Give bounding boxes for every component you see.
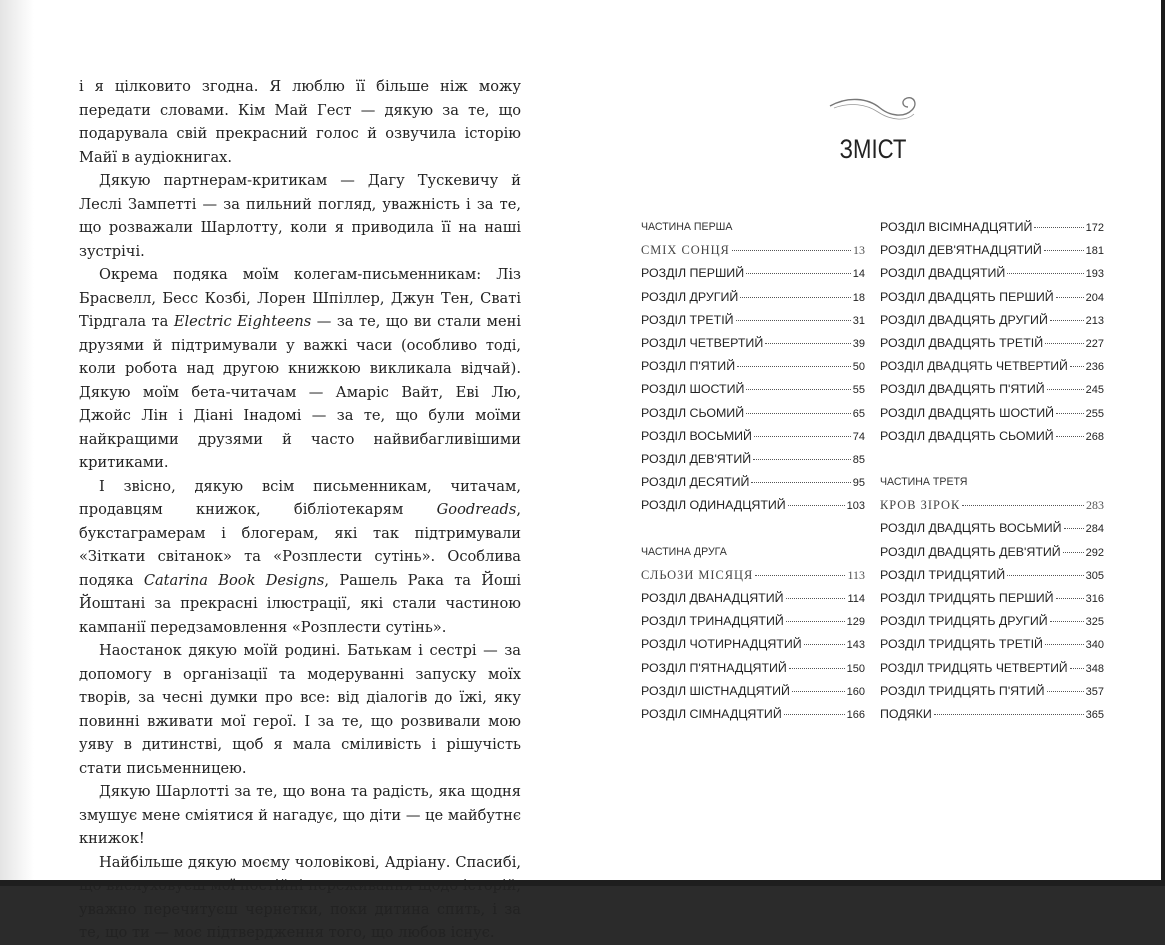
toc-entry-title: РОЗДІЛ ВОСЬМИЙ bbox=[641, 428, 752, 443]
toc-chapter-entry[interactable] bbox=[641, 286, 865, 309]
toc-dot-leader bbox=[1064, 528, 1084, 529]
toc-chapter-entry[interactable] bbox=[880, 657, 1104, 680]
toc-dot-leader bbox=[788, 505, 845, 506]
toc-page-number: 340 bbox=[1085, 639, 1104, 652]
toc-chapter-entry[interactable] bbox=[641, 610, 865, 633]
toc-dot-leader bbox=[786, 621, 845, 622]
toc-column-right bbox=[880, 216, 1104, 726]
toc-chapter-entry[interactable] bbox=[641, 471, 865, 494]
toc-chapter-entry[interactable] bbox=[641, 680, 865, 703]
toc-page-number: 74 bbox=[852, 430, 865, 443]
toc-page-number: 160 bbox=[846, 685, 865, 698]
toc-dot-leader bbox=[754, 436, 851, 437]
toc-dot-leader bbox=[1007, 273, 1083, 274]
toc-entry-title: РОЗДІЛ ШОСТИЙ bbox=[641, 382, 745, 397]
toc-entry-title: РОЗДІЛ ТРИДЦЯТЬ ЧЕТВЕРТИЙ bbox=[880, 660, 1068, 675]
toc-dot-leader bbox=[753, 459, 851, 460]
toc-chapter-entry[interactable] bbox=[880, 517, 1104, 540]
toc-dot-leader bbox=[934, 714, 1084, 715]
toc-chapter-entry[interactable] bbox=[641, 587, 865, 610]
toc-page-number: 18 bbox=[852, 291, 865, 304]
toc-dot-leader bbox=[746, 413, 851, 414]
toc-page-number: 283 bbox=[1086, 498, 1104, 513]
toc-dot-leader bbox=[1056, 297, 1084, 298]
toc-spacer bbox=[641, 517, 865, 540]
toc-page-number: 166 bbox=[846, 708, 865, 721]
toc-entry-title: РОЗДІЛ ТРИДЦЯТЬ ПЕРШИЙ bbox=[880, 591, 1054, 605]
toc-entry-title: РОЗДІЛ ТРИДЦЯТЬ ТРЕТІЙ bbox=[880, 637, 1043, 652]
toc-entry-title: РОЗДІЛ ДВАДЦЯТЬ ПЕРШИЙ bbox=[880, 289, 1054, 304]
toc-entry-title: РОЗДІЛ СІМНАДЦЯТИЙ bbox=[641, 706, 782, 721]
toc-entry-title: РОЗДІЛ ДВАДЦЯТЬ ШОСТИЙ bbox=[880, 405, 1055, 420]
toc-page-number: 255 bbox=[1085, 407, 1104, 420]
paragraph: І звісно, дякую всім письменникам, читачам, продавцям книжок, бібліотекарям Goodreads, букстаграмерам і блогерам, які так підтримували «Зіткати світанок» та «Розплести сутінь». Особлива подяка Catarina Book Designs, Рашель Рака та Йоші Йоштані за прекрасні ілюстрації, які стали частиною кампанії передзамовлення «Розплести сутінь». bbox=[79, 477, 521, 636]
toc-entry-title: РОЗДІЛ СЬОМИЙ bbox=[641, 405, 745, 420]
toc-entry-title: РОЗДІЛ ДВАНАДЦЯТИЙ bbox=[641, 591, 784, 605]
toc-entry-title: РОЗДІЛ ДВАДЦЯТЬ П'ЯТИЙ bbox=[880, 382, 1045, 397]
toc-entry-title: РОЗДІЛ ЧОТИРНАДЦЯТИЙ bbox=[641, 637, 802, 652]
toc-entry-title: РОЗДІЛ ВІСІМНАДЦЯТИЙ bbox=[880, 220, 1033, 234]
toc-dot-leader bbox=[732, 250, 851, 251]
toc-entry-title: РОЗДІЛ ТРИДЦЯТЬ ДРУГИЙ bbox=[880, 614, 1048, 629]
toc-title: ЗМІСТ bbox=[839, 134, 907, 164]
toc-entry-title: РОЗДІЛ ТРЕТІЙ bbox=[641, 312, 734, 327]
toc-dot-leader bbox=[962, 505, 1084, 506]
toc-page-number: 150 bbox=[846, 662, 865, 675]
toc-page-number: 348 bbox=[1085, 662, 1104, 675]
toc-dot-leader bbox=[1007, 575, 1083, 576]
toc-chapter-entry[interactable] bbox=[880, 541, 1104, 564]
toc-entry-title: ПОДЯКИ bbox=[880, 706, 932, 721]
toc-page-number: 236 bbox=[1085, 361, 1104, 374]
toc-page-number: 227 bbox=[1085, 337, 1104, 350]
toc-page-number: 85 bbox=[852, 453, 865, 466]
toc-dot-leader bbox=[1034, 227, 1083, 228]
toc-column-left bbox=[641, 216, 865, 726]
toc-page-number: 113 bbox=[847, 567, 865, 582]
toc-page-number: 213 bbox=[1085, 314, 1104, 327]
toc-page-number: 365 bbox=[1085, 708, 1104, 721]
toc-entry-title: ЧАСТИНА ПЕРША bbox=[641, 221, 733, 233]
toc-page-number: 65 bbox=[852, 407, 865, 420]
toc-dot-leader bbox=[786, 598, 846, 599]
toc-chapter-entry[interactable] bbox=[641, 425, 865, 448]
toc-part-title-entry[interactable] bbox=[641, 564, 865, 587]
toc-dot-leader bbox=[1045, 644, 1084, 645]
toc-dot-leader bbox=[789, 668, 845, 669]
toc-part-heading bbox=[880, 471, 1104, 494]
paragraph: Дякую партнерам-критикам — Дагу Тускевичу й Леслі Зампетті — за пильний погляд, уважність і за те, що розважали Шарлотту, коли я приводила її на наші зустрічі. bbox=[79, 172, 521, 260]
toc-page-number: 14 bbox=[852, 268, 865, 281]
toc-dot-leader bbox=[755, 575, 845, 576]
toc-chapter-entry[interactable] bbox=[880, 355, 1104, 378]
toc-entry-title: ЧАСТИНА ТРЕТЯ bbox=[880, 476, 968, 489]
toc-chapter-entry[interactable] bbox=[880, 239, 1104, 262]
toc-page-number: 50 bbox=[852, 361, 865, 374]
toc-entry-title: РОЗДІЛ ДВАДЦЯТЬ ДЕВ'ЯТИЙ bbox=[880, 544, 1061, 559]
toc-dot-leader bbox=[1044, 250, 1084, 251]
paragraph: Найбільше дякую моєму чоловікові, Адріану. Спасибі, уважно перечитуєш чернетки, поки дитина спить, і за те, що ти — моє підтвердження того, що любов існує. bbox=[79, 853, 521, 941]
toc-page-number: 357 bbox=[1085, 685, 1104, 698]
toc-chapter-entry[interactable] bbox=[641, 703, 865, 726]
toc-entry-title: РОЗДІЛ П'ЯТИЙ bbox=[641, 359, 736, 374]
flourish-ornament-icon bbox=[828, 92, 920, 126]
toc-spacer bbox=[880, 448, 1104, 471]
toc-page-number: 55 bbox=[852, 384, 865, 397]
toc-dot-leader bbox=[1047, 389, 1084, 390]
viewer-bottom-bar bbox=[0, 880, 1165, 886]
toc-part-heading bbox=[641, 216, 865, 239]
toc-chapter-entry[interactable] bbox=[641, 448, 865, 471]
toc-chapter-entry[interactable] bbox=[880, 564, 1104, 587]
toc-entry-title: РОЗДІЛ ПЕРШИЙ bbox=[641, 266, 745, 281]
toc-entry-title: РОЗДІЛ ДЕСЯТИЙ bbox=[641, 475, 750, 490]
paragraph: Наостанок дякую моїй родині. Батькам і сестрі — за допомогу в організації та модеруванні запуску моїх творів, за чесні думки про все: від діалогів до їжі, яку повинні вживати мої герої. І за те, що розвивали мою уяву в дитинстві, щоб я мала сміливість і рішучість стати письменницею. bbox=[79, 642, 521, 777]
toc-entry-title: РОЗДІЛ ДЕВ'ЯТИЙ bbox=[641, 451, 752, 466]
toc-dot-leader bbox=[1047, 691, 1084, 692]
toc-dot-leader bbox=[765, 343, 851, 344]
toc-page-number: 143 bbox=[846, 639, 865, 652]
toc-chapter-entry[interactable] bbox=[641, 657, 865, 680]
toc-chapter-entry[interactable] bbox=[641, 309, 865, 332]
toc-page-number: 193 bbox=[1085, 268, 1104, 281]
toc-dot-leader bbox=[740, 297, 850, 298]
toc-entry-title: РОЗДІЛ ДВАДЦЯТЬ ЧЕТВЕРТИЙ bbox=[880, 359, 1068, 374]
toc-page-number: 316 bbox=[1085, 593, 1104, 605]
toc-entry-title: РОЗДІЛ ДВАДЦЯТЬ СЬОМИЙ bbox=[880, 428, 1054, 443]
toc-chapter-entry[interactable] bbox=[880, 286, 1104, 309]
toc-entry-title: РОЗДІЛ ДВАДЦЯТЬ ДРУГИЙ bbox=[880, 312, 1048, 327]
toc-chapter-entry[interactable] bbox=[880, 633, 1104, 656]
toc-entry-title: РОЗДІЛ ДВАДЦЯТЬ ТРЕТІЙ bbox=[880, 335, 1044, 350]
toc-entry-title: РОЗДІЛ ДВАДЦЯТЬ ВОСЬМИЙ bbox=[880, 521, 1062, 536]
toc-page-number: 204 bbox=[1085, 291, 1104, 304]
toc-dot-leader bbox=[1050, 621, 1084, 622]
toc-page-number: 31 bbox=[852, 314, 865, 327]
toc-entry-title: РОЗДІЛ ТРИНАДЦЯТИЙ bbox=[641, 614, 784, 629]
toc-chapter-entry[interactable] bbox=[641, 332, 865, 355]
toc-page-number: 95 bbox=[852, 477, 865, 490]
toc-page-number: 245 bbox=[1085, 384, 1104, 397]
toc-chapter-entry[interactable] bbox=[641, 355, 865, 378]
toc-chapter-entry[interactable] bbox=[880, 402, 1104, 425]
toc-page-number: 172 bbox=[1085, 222, 1104, 234]
toc-chapter-entry[interactable] bbox=[880, 332, 1104, 355]
toc-page-number: 305 bbox=[1085, 569, 1104, 582]
toc-entry-title: СМІХ СОНЦЯ bbox=[641, 243, 730, 258]
toc-chapter-entry[interactable] bbox=[641, 378, 865, 401]
page-edge bbox=[1161, 0, 1165, 880]
toc-dot-leader bbox=[737, 366, 851, 367]
toc-entry-title: РОЗДІЛ ДЕВ'ЯТНАДЦЯТИЙ bbox=[880, 243, 1042, 258]
toc-chapter-entry[interactable] bbox=[880, 309, 1104, 332]
toc-page-number: 103 bbox=[846, 500, 865, 513]
toc-dot-leader bbox=[1070, 366, 1084, 367]
toc-entry-title: РОЗДІЛ ДВАДЦЯТИЙ bbox=[880, 266, 1006, 281]
toc-chapter-entry[interactable] bbox=[880, 216, 1104, 239]
toc-chapter-entry[interactable] bbox=[880, 610, 1104, 633]
toc-chapter-entry[interactable] bbox=[880, 262, 1104, 285]
toc-chapter-entry[interactable] bbox=[880, 587, 1104, 610]
toc-dot-leader bbox=[1045, 343, 1084, 344]
toc-page-number: 325 bbox=[1085, 616, 1104, 629]
toc-dot-leader bbox=[804, 644, 845, 645]
paragraph: Окрема подяка моїм колегам-письменникам: Ліз Брасвелл, Бесс Козбі, Лорен Шпіллер, Джун Тен, Сваті Тірдгала та Electric Eighteens — за те, що ви стали мені друзями й підтримували у важкі часи (особливо тоді, коли робота над другою книжкою викликала відчай). Дякую моїм бета-читачам — Амаріс Вайт, Еві Лю, Джойс Лін і Діані Інадомі — за те, що були моїми найкращими друзями й часто найвибагливішими критиками. bbox=[79, 266, 521, 471]
toc-entry-title: РОЗДІЛ ОДИНАДЦЯТИЙ bbox=[641, 498, 786, 513]
toc-chapter-entry[interactable] bbox=[880, 378, 1104, 401]
toc-part-title-entry[interactable] bbox=[641, 239, 865, 262]
paragraph: Дякую Шарлотті за те, що вона та радість, яка щодня змушує мене сміятися й нагадує, що діти — це майбутнє книжок! bbox=[79, 783, 521, 847]
toc-entry-title: СЛЬОЗИ МІСЯЦЯ bbox=[641, 567, 754, 582]
toc-dot-leader bbox=[1063, 552, 1084, 553]
toc-entry-title: РОЗДІЛ ТРИДЦЯТЬ П'ЯТИЙ bbox=[880, 683, 1045, 698]
toc-dot-leader bbox=[1056, 436, 1084, 437]
toc-page-number: 13 bbox=[853, 243, 865, 258]
toc-page-number: 268 bbox=[1085, 430, 1104, 443]
toc-chapter-entry[interactable] bbox=[880, 425, 1104, 448]
toc-chapter-entry[interactable] bbox=[641, 633, 865, 656]
toc-entry-title: РОЗДІЛ ЧЕТВЕРТИЙ bbox=[641, 335, 764, 350]
toc-dot-leader bbox=[1050, 320, 1084, 321]
toc-dot-leader bbox=[1056, 598, 1084, 599]
toc-dot-leader bbox=[784, 714, 845, 715]
toc-entry-title: ЧАСТИНА ДРУГА bbox=[641, 545, 727, 558]
toc-dot-leader bbox=[792, 691, 845, 692]
toc-part-heading bbox=[641, 541, 865, 564]
toc-chapter-entry[interactable] bbox=[880, 680, 1104, 703]
toc-dot-leader bbox=[751, 482, 850, 483]
toc-chapter-entry[interactable] bbox=[880, 703, 1104, 726]
toc-page-number: 292 bbox=[1085, 546, 1104, 559]
toc-chapter-entry[interactable] bbox=[641, 262, 865, 285]
toc-page-number: 39 bbox=[852, 337, 865, 350]
toc-dot-leader bbox=[736, 320, 851, 321]
acknowledgements-text bbox=[79, 75, 521, 945]
toc-entry-title: РОЗДІЛ П'ЯТНАДЦЯТИЙ bbox=[641, 660, 787, 675]
toc-page-number: 129 bbox=[846, 616, 865, 629]
page-gutter-shadow bbox=[0, 0, 34, 880]
paragraph: і я цілковито згодна. Я люблю її більше ніж можу передати словами. Кім Май Гест — дякую за те, що подарувала свій прекрасний голос й озвучила історію Майї в аудіокнигах. bbox=[79, 78, 521, 166]
toc-page-number: 181 bbox=[1085, 245, 1104, 258]
toc-dot-leader bbox=[1070, 668, 1084, 669]
toc-page-number: 284 bbox=[1085, 523, 1104, 536]
toc-chapter-entry[interactable] bbox=[641, 402, 865, 425]
toc-page-number: 114 bbox=[847, 593, 865, 605]
toc-entry-title: КРОВ ЗІРОК bbox=[880, 498, 961, 513]
toc-entry-title: РОЗДІЛ ТРИДЦЯТИЙ bbox=[880, 567, 1006, 582]
toc-entry-title: РОЗДІЛ ДРУГИЙ bbox=[641, 289, 739, 304]
toc-entry-title: РОЗДІЛ ШІСТНАДЦЯТИЙ bbox=[641, 683, 790, 698]
toc-dot-leader bbox=[746, 389, 850, 390]
toc-part-title-entry[interactable] bbox=[880, 494, 1104, 517]
toc-dot-leader bbox=[746, 273, 851, 274]
toc-dot-leader bbox=[1056, 413, 1084, 414]
toc-chapter-entry[interactable] bbox=[641, 494, 865, 517]
